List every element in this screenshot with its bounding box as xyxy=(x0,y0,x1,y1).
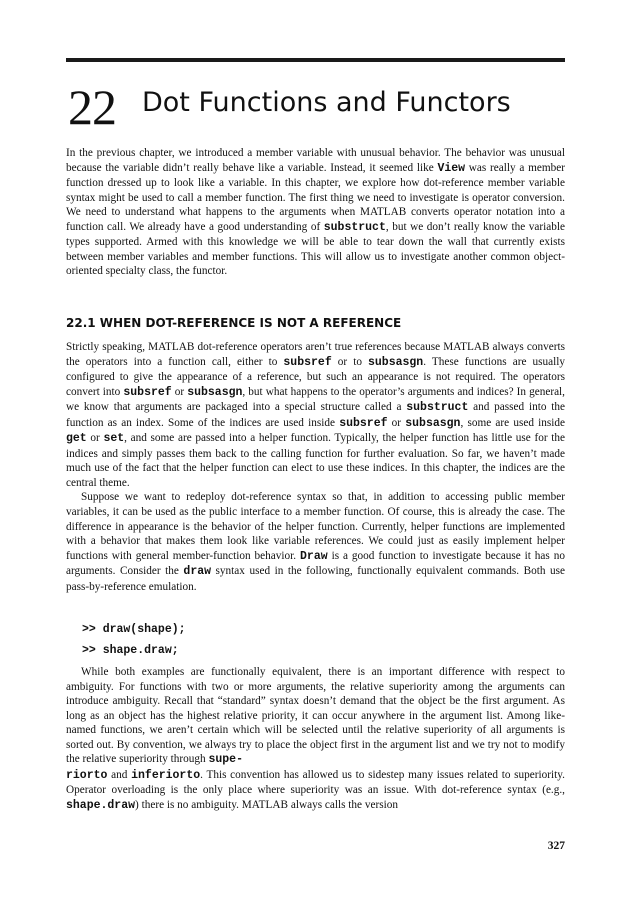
page-number: 327 xyxy=(547,840,565,852)
section-body-1 xyxy=(66,340,565,594)
code-line-2: >> shape.draw; xyxy=(82,644,179,657)
inline-code: draw xyxy=(183,565,212,579)
section-paragraph-3: While both examples are functionally equivalent, there is an important difference with respect to ambiguity. For functions with two or more arguments, the relative superiority among the arguments can introduce ambiguity. Recall that “standard” syntax doesn’t demand that the object be the first argument. As long as an object has the highest relative priority, it can occur anywhere in the argument list. Among like-named functions, we aren’t certain which will be selected until the relative superiority of all arguments is sorted out. By convention, we always try to place the object first in the argument list and we try not to modify the relative superiority through supe- riorto and inferiorto. This convention has allowed us to sidestep many issues related to superiority. Operator overloading is the only place where superiority was an issue. With dot-reference syntax (e.g., shape.draw) there is no ambiguity. MATLAB always calls the version xyxy=(66,666,565,812)
inline-code: subsasgn xyxy=(405,416,461,430)
inline-code: get xyxy=(66,432,87,446)
inline-code: shape.draw xyxy=(66,798,136,812)
section-paragraph-1: Strictly speaking, MATLAB dot-reference operators aren’t true references because MATLAB always converts the operators into a function call, either to subsref or to subsasgn. These functions are usually configured to give the appearance of a reference, but such an appearance is not required. The operators convert into subsref or subsasgn, but what happens to the operator’s arguments and indices? In general, we know that arguments are packaged into a special structure called a substruct and passed into the function as an index. Some of the indices are used inside subsref or subsasgn, some are used inside get or set, and some are passed into a helper function. Typically, the helper function has little use for the indices and simply passes them back to the calling function for further evaluation. So far, we haven’t made much use of the fact that the helper function can elect to use these indices. In this chapter, the indices are the central theme. xyxy=(66,341,566,489)
inline-code: subsasgn xyxy=(187,385,243,399)
intro-paragraph: In the previous chapter, we introduced a member variable with unusual behavior. The behavior was unusual because the variable didn’t really behave like a variable. Instead, it seemed like View was really a member function dressed up to look like a variable. In this chapter, we explore how dot-reference member variable syntax might be used to call a member function. The first thing we need to investigate is operator conversion. We need to understand what happens to the arguments when MATLAB converts operator notation into a function call. We already have a good understanding of substruct, but we don’t really know the variable types supported. Armed with this knowledge we will be able to tear down the wall that currently exists between member variables and member functions. This will allow us to investigate another common object-oriented specialty class, the functor. xyxy=(66,147,565,278)
inline-code: Draw xyxy=(300,549,328,563)
chapter-title: Dot Functions and Functors xyxy=(142,87,511,118)
inline-code: inferiorto xyxy=(131,768,201,782)
inline-code: substruct xyxy=(323,220,386,234)
inline-code: substruct xyxy=(406,401,469,415)
section-paragraph-2: Suppose we want to redeploy dot-reference syntax so that, in addition to accessing public member variables, it can be used as the public interface to a member function. Of course, this is already the case. The difference in appearance is the behavior of the helper function. Currently, helper functions are implemented with a behavior that makes them look like variable references. We could just as easily implement helper functions with general member-function behavior. Draw is a good function to investigate because it has no arguments. Consider the draw syntax used in the following, functionally equivalent commands. Both use pass-by-reference emulation. xyxy=(66,491,565,593)
inline-code: subsref xyxy=(123,385,172,399)
chapter-number: 22 xyxy=(68,79,116,135)
intro-block xyxy=(66,146,565,279)
inline-code: supe- xyxy=(208,753,243,767)
inline-code: set xyxy=(103,432,125,446)
chapter-heading xyxy=(66,78,565,138)
inline-code: subsref xyxy=(339,416,388,430)
inline-code: subsref xyxy=(283,355,332,369)
section-heading: 22.1 WHEN DOT-REFERENCE IS NOT A REFERENCE xyxy=(66,316,402,330)
section-body-2 xyxy=(66,665,565,813)
inline-code: riorto xyxy=(66,768,108,782)
inline-code: subsasgn xyxy=(368,355,424,369)
top-rule xyxy=(66,58,565,62)
code-line-1: >> draw(shape); xyxy=(82,623,186,636)
inline-code: View xyxy=(437,161,466,175)
